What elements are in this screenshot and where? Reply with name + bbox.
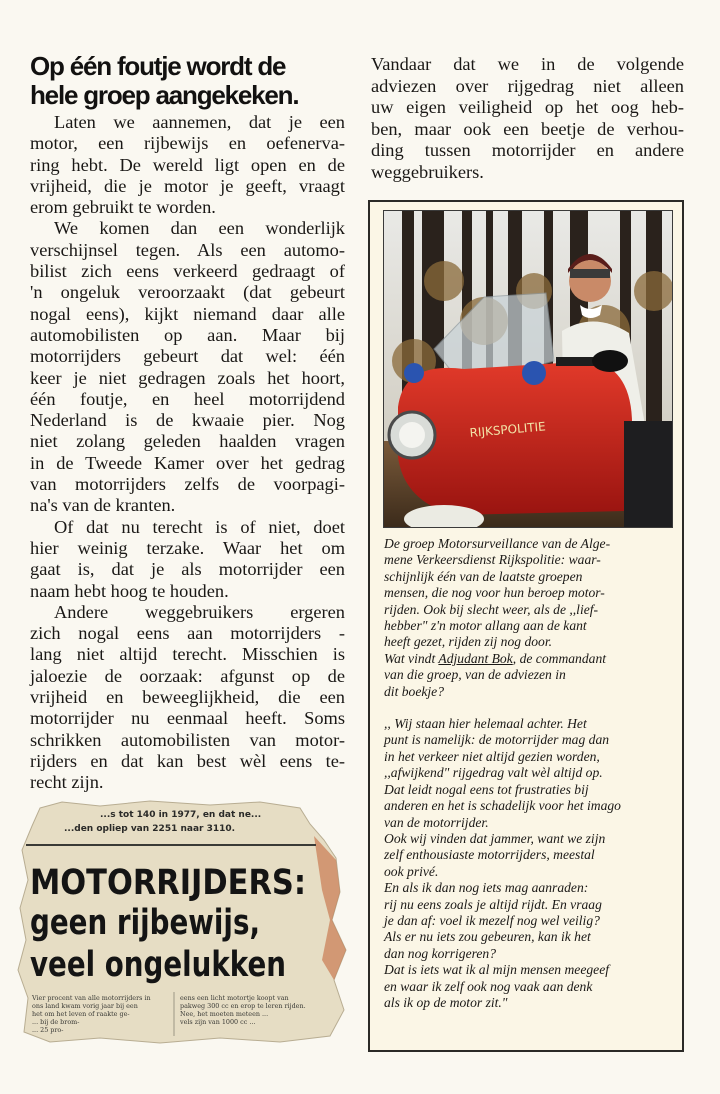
- quote-line: punt is namelijk: de motorrijder mag dan: [384, 732, 610, 748]
- paragraph-phenomenon: [30, 218, 345, 516]
- text-line: gaat is, dat je als motorrijder een: [30, 559, 345, 580]
- article-headline: [30, 52, 345, 110]
- text-line: verschijnsel tegen. Als een automo-: [30, 239, 345, 260]
- text-line: zich nogal eens aan motorrijders -: [30, 623, 345, 644]
- text-line: ding tussen motorrijder en andere: [371, 140, 684, 160]
- left-column: [30, 52, 345, 794]
- quote-line: als ik op de motor zit.": [384, 994, 508, 1010]
- clipping-graphic: [10, 800, 350, 1045]
- text-line: erom gebruikt te worden.: [30, 197, 216, 218]
- caption-line: heeft gezet, rijden zij nog door.: [384, 634, 553, 650]
- caption-line: dit boekje?: [384, 683, 445, 699]
- quote-line: Dat leidt nogal eens tot frustraties bij: [384, 781, 589, 797]
- text-line: Nederland is de kwaaie pier. Nog: [30, 410, 345, 431]
- caption-line: De groep Motorsurveillance van de Alge-: [384, 536, 611, 551]
- text-line: ring hebt. De wereld ligt open en de: [30, 154, 345, 175]
- quote-line: anderen en het is schadelijk voor het imago: [384, 798, 621, 814]
- question-prefix: Wat vindt: [384, 650, 439, 666]
- quote-line: Ook wij vinden dat jammer, want we zijn: [384, 830, 606, 846]
- text-line: uw eigen veiligheid op het oog heb-: [371, 97, 684, 117]
- text-line: één foutje, en heel motorrijdend: [30, 388, 345, 409]
- quote-line: ,,afwijkend" rijgedrag valt wèl altijd op.: [384, 765, 603, 781]
- clipping-body-line: Nee, het moeten meteen ...: [180, 1010, 269, 1018]
- caption-question-line: [384, 651, 674, 667]
- caption-line: mene Verkeersdienst Rijkspolitie: waar-: [384, 552, 601, 568]
- text-line: naam hebt hoog te houden.: [30, 580, 229, 601]
- question-suffix: , de commandant: [512, 650, 607, 666]
- paragraph-other-road-users: [30, 602, 345, 794]
- clipping-body-line: pakweg 300 cc en erop te leren rijden.: [180, 1002, 306, 1010]
- quote-line: ,, Wij staan hier helemaal achter. Het: [384, 716, 587, 732]
- clipping-body-line: ons land kwam vorig jaar bij een: [32, 1002, 138, 1010]
- text-line: jaloezie de oorzaak: afgunst op de: [30, 665, 345, 686]
- text-line: in de Tweede Kamer over het gedrag: [30, 452, 345, 473]
- text-line: lang niet altijd terecht. Misschien is: [30, 644, 345, 665]
- quote-line: in het verkeer niet altijd gezien worden,: [384, 748, 600, 764]
- clipping-body-line: vels zijn van 1000 cc ...: [180, 1018, 256, 1026]
- text-line: ben, maar ook een beetje de verhou-: [371, 118, 684, 139]
- text-line: We komen dan een wonderlijk: [54, 218, 345, 239]
- paragraph-intro: [30, 112, 345, 218]
- text-line: bilist zich eens verkeerd gedraagt of: [30, 261, 345, 282]
- clipping-top-line: ...s tot 140 in 1977, en dat ne...: [100, 810, 262, 820]
- text-line: motor, een rijbewijs en oefenerva-: [30, 133, 345, 154]
- photo-illustration: [384, 211, 673, 528]
- text-line: vrijheid, die je motor je geeft, vraagt: [30, 175, 345, 196]
- text-line: weggebruikers.: [371, 161, 484, 182]
- text-line: motorrijder nu eenmaal heeft. Soms: [30, 708, 345, 729]
- quote-line: zelf enthousiaste motorrijders, meestal: [384, 847, 595, 863]
- clipping-body-line: ... bij de brom-: [32, 1018, 80, 1026]
- caption-gap: [384, 700, 674, 716]
- text-line: Laten we aannemen, dat je een: [54, 112, 345, 132]
- quote-line: en waar ik zelf ook nog vaak aan denk: [384, 978, 593, 994]
- police-motorcycle-photo: [383, 210, 673, 528]
- clipping-headline-line: geen rijbewijs,: [30, 903, 260, 943]
- clipping-body-line: het om het leven of raakte ge-: [32, 1010, 130, 1018]
- text-line: schrikken automobilisten van motor-: [30, 729, 345, 750]
- right-intro-text: [371, 54, 684, 183]
- caption-line: schijnlijk één van de laatste groepen: [384, 568, 583, 584]
- text-line: Andere weggebruikers ergeren: [54, 601, 345, 622]
- clipping-headline-line: veel ongelukken: [30, 945, 286, 985]
- quote-line: Dat is iets wat ik al mijn mensen meegeef: [384, 962, 610, 978]
- text-line: na's van de kranten.: [30, 495, 176, 516]
- quote-line: van de motorrijder.: [384, 814, 489, 830]
- quote-line: je dan af: voel ik mezelf nog wel veilig?: [384, 912, 600, 928]
- text-line: recht zijn.: [30, 772, 104, 793]
- caption-line: van die groep, van de adviezen in: [384, 667, 566, 683]
- text-line: keer je niet gedragen zoals het hoort,: [30, 367, 345, 388]
- clipping-body-line: Vier procent van alle motorrijders in: [32, 994, 151, 1002]
- text-line: niet zolang geleden haalden vragen: [30, 431, 345, 452]
- clipping-headline-line: MOTORRIJDERS:: [30, 863, 306, 903]
- clipping-body-line: ... 25 pro-: [32, 1026, 64, 1034]
- paragraph-reputation: [30, 517, 345, 602]
- caption-line: mensen, die nog voor hun beroep motor-: [384, 585, 605, 601]
- text-line: 'n ongeluk veroorzaakt (dat gebeurt: [30, 282, 345, 303]
- caption-line: hebber" z'n motor allang aan de kant: [384, 618, 587, 634]
- text-line: motorrijders gebeurt dat wel: één: [30, 346, 345, 367]
- text-line: rijders en dat kan best wèl eens te-: [30, 750, 345, 771]
- clipping-body-line: eens een licht motortje koopt van: [180, 994, 289, 1002]
- quote-line: dan nog korrigeren?: [384, 945, 497, 961]
- commander-name: Adjudant Bok: [438, 650, 513, 666]
- headline-line: hele groep aangekeken.: [30, 80, 299, 110]
- caption-line: rijden. Ook bij slecht weer, als de ,,lief-: [384, 601, 599, 617]
- quote-line: Als er nu iets zou gebeuren, kan ik het: [384, 929, 591, 945]
- headline-line: Op één foutje wordt de: [30, 51, 286, 81]
- text-line: van motorrijders zelfs de voorpagi-: [30, 474, 345, 495]
- text-line: Of dat nu terecht is of niet, doet: [54, 516, 345, 537]
- text-line: automobilisten op aan. Maar bij: [30, 324, 345, 345]
- text-line: adviezen over rijgedrag niet alleen: [371, 75, 684, 96]
- text-line: Vandaar dat we in de volgende: [371, 54, 684, 74]
- text-line: nogal eens), kijkt niemand daar alle: [30, 303, 345, 324]
- newspaper-clipping: [10, 800, 350, 1045]
- photo-caption-box: [368, 200, 684, 1052]
- quote-line: ook privé.: [384, 863, 439, 879]
- quote-line: rij nu eens zoals je altijd rijdt. En vraag: [384, 896, 602, 912]
- clipping-top-line: ...den opliep van 2251 naar 3110.: [64, 824, 236, 834]
- quote-line: En als ik dan nog iets mag aanraden:: [384, 880, 589, 896]
- text-line: vrijheid en beweeglijkheid, die een: [30, 687, 345, 708]
- photo-caption: [384, 536, 674, 1011]
- fairing-lettering: RIJKSPOLITIE: [469, 419, 547, 440]
- text-line: hier weinig terzake. Waar het om: [30, 537, 345, 558]
